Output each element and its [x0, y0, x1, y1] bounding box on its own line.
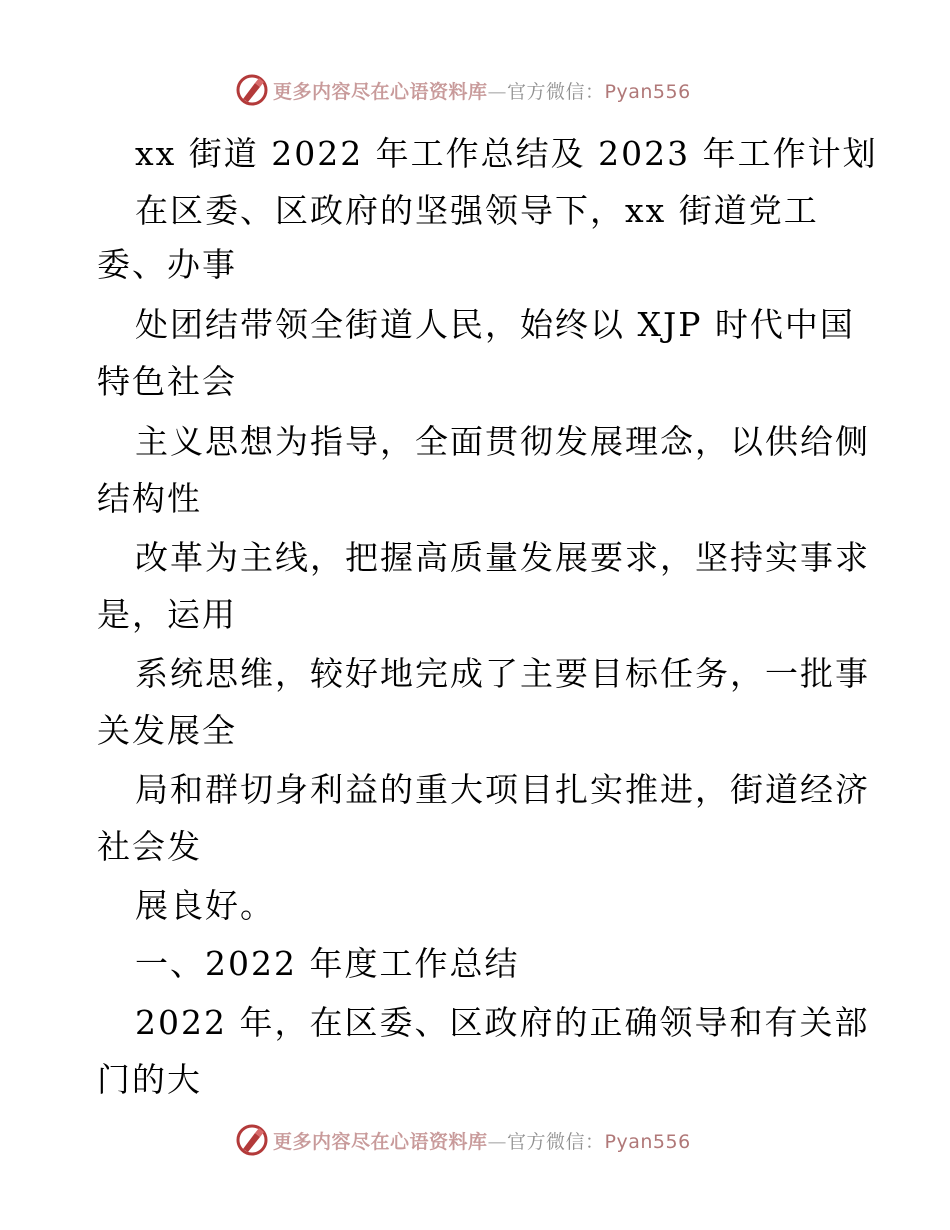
paragraph-line: 关发展全	[97, 711, 237, 750]
paragraph-line: 处团结带领全街道人民，始终以 XJP 时代中国	[135, 305, 855, 344]
paragraph-line: 委、办事	[97, 245, 237, 284]
section-heading: 一、2022 年度工作总结	[135, 944, 520, 983]
paragraph-line: 局和群切身利益的重大项目扎实推进，街道经济	[135, 770, 870, 809]
paragraph-line: 在区委、区政府的坚强领导下，xx 街道党工	[135, 191, 819, 230]
watermark-main-text: 更多内容尽在心语资料库	[273, 1130, 488, 1153]
paragraph-line: 特色社会	[97, 362, 237, 401]
watermark-main-text: 更多内容尽在心语资料库	[273, 80, 488, 103]
paragraph-line: 展良好。	[135, 886, 275, 925]
paragraph-line: 系统思维，较好地完成了主要目标任务，一批事	[135, 654, 870, 693]
watermark-separator: —	[487, 1130, 508, 1153]
document-title: xx 街道 2022 年工作总结及 2023 年工作计划	[135, 134, 878, 173]
paragraph-line: 是，运用	[97, 595, 237, 634]
watermark-wechat-id: Pyan556	[604, 1130, 691, 1153]
watermark-wechat-id: Pyan556	[604, 80, 691, 103]
watermark-text	[273, 77, 691, 104]
footer-watermark	[235, 1122, 691, 1158]
paragraph-line: 门的大	[97, 1060, 202, 1099]
watermark-official-label: 官方微信：	[507, 1130, 605, 1153]
paragraph-line: 改革为主线，把握高质量发展要求，坚持实事求	[135, 538, 870, 577]
watermark-separator: —	[487, 80, 508, 103]
paragraph-line: 2022 年，在区委、区政府的正确领导和有关部	[135, 1003, 870, 1042]
watermark-text	[273, 1127, 691, 1154]
paragraph-line: 社会发	[97, 827, 202, 866]
watermark-official-label: 官方微信：	[507, 80, 605, 103]
pen-logo-icon	[235, 73, 269, 107]
paragraph-line: 结构性	[97, 479, 202, 518]
paragraph-line: 主义思想为指导，全面贯彻发展理念，以供给侧	[135, 422, 870, 461]
header-watermark	[235, 72, 691, 108]
pen-logo-icon	[235, 1123, 269, 1157]
